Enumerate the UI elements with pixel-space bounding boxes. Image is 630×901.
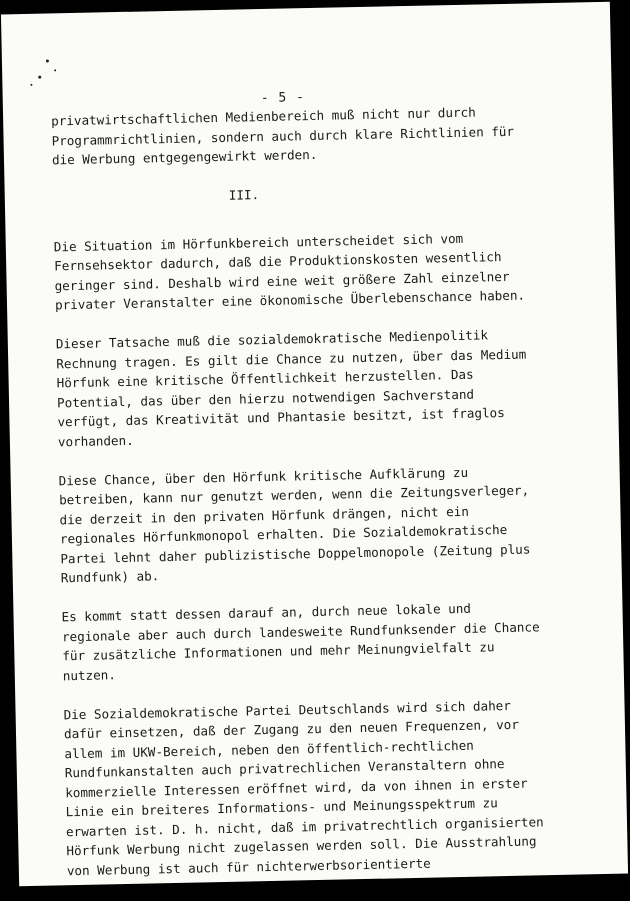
paragraph-2 (54, 227, 526, 315)
text-line: Rundfunk) ab. (60, 568, 160, 586)
scan-speck (54, 69, 56, 71)
text-line: Es kommt statt dessen darauf an, durch neue lokale und (61, 600, 472, 625)
paragraph-4 (59, 461, 531, 588)
paragraph-1 (51, 102, 522, 170)
text-line: die derzeit in den privaten Hörfunk drängen, nicht ein (59, 503, 470, 527)
paragraph-3 (56, 325, 528, 452)
text-line: Diese Chance, über den Hörfunk kritische Aufklärung zu (58, 464, 469, 488)
text-line: betreiben, kann nur genutzt werden, wenn die Zeitungsverleger, (58, 482, 530, 508)
text-line: Dieser Tatsache muß die sozialdemokratische Medienpolitik (55, 327, 489, 352)
text-line: die Werbung entgegengewirkt werden. (51, 146, 318, 168)
text-line: erwarten ist. D. h. nicht, daß im privatrechtlich organisierten (65, 813, 544, 839)
scan-speck (38, 76, 41, 79)
text-line: verfügt, das Kreativität und Phantasie besitzt, ist fraglos (57, 405, 505, 430)
section-heading: III. (228, 187, 260, 203)
text-line: kommerzielle Interessen eröffnet wird, da von ihnen in erster (65, 775, 528, 800)
scan-speck (46, 59, 49, 62)
document-body (51, 102, 544, 900)
text-line: Linie ein breiteres Informations- und Meinungsspektrum zu (65, 795, 498, 820)
text-line: Die Sozialdemokratische Partei Deutschlands wird sich daher (63, 697, 512, 722)
text-line: Rundfunkanstalten auch privatrechlichen Veranstaltern ohne (64, 756, 505, 781)
text-line: nutzen. (62, 666, 117, 683)
text-line: regionale aber auch durch landesweite Rundfunksender die Chance (61, 618, 540, 644)
paragraph-6 (63, 695, 544, 880)
text-line: Hörfunk Werbung nicht zugelassen werden soll. Die Ausstrahlung (66, 833, 537, 859)
text-line: Potential, das über den hierzu notwendigen Sachverstand (56, 386, 475, 410)
text-line: Fernsehsektor dadurch, daß die Produktionskosten wesentlich (54, 249, 502, 274)
text-line: Partei lehnt daher publizistische Doppelmonopole (Zeitung plus (60, 541, 531, 566)
text-line: allem im UKW-Bereich, neben den öffentlich-rechtlichen (64, 737, 474, 761)
text-line: vorhanden. (57, 432, 134, 449)
text-line: privatwirtschaftlichen Medienbereich muß nicht nur durch (51, 104, 476, 129)
scan-speck (30, 84, 32, 86)
text-line: dafür einsetzen, daß der Zugang zu den neuen Frequenzen, vor (63, 716, 520, 742)
text-line: für zusätzliche Informationen und mehr Meinungvielfalt zu (62, 639, 495, 664)
paragraph-5 (61, 597, 540, 685)
text-line: Rechnung tragen. Es gilt die Chance zu nutzen, über das Medium (56, 346, 527, 371)
page-number: - 5 - (260, 90, 306, 107)
text-line: Die Situation im Hörfunkbereich unterscheidet sich vom (53, 230, 464, 254)
text-line: Programmrichtlinien, sondern auch durch klare Richtlinien für (51, 123, 515, 148)
text-line: privater Veranstalter eine ökonomische Überlebenschance haben. (54, 287, 526, 313)
text-line: regionales Hörfunkmonopol erhalten. Die Sozialdemokratische (59, 521, 508, 547)
text-line: Hörfunk eine kritische Öffentlichkeit herzustellen. Das (56, 366, 474, 391)
text-line: von Werbung ist auch für nichterwerbsorientierte (66, 855, 431, 878)
document-page (1, 2, 628, 887)
text-line: geringer sind. Deshalb wird eine weit größere Zahl einzelner (54, 268, 510, 293)
